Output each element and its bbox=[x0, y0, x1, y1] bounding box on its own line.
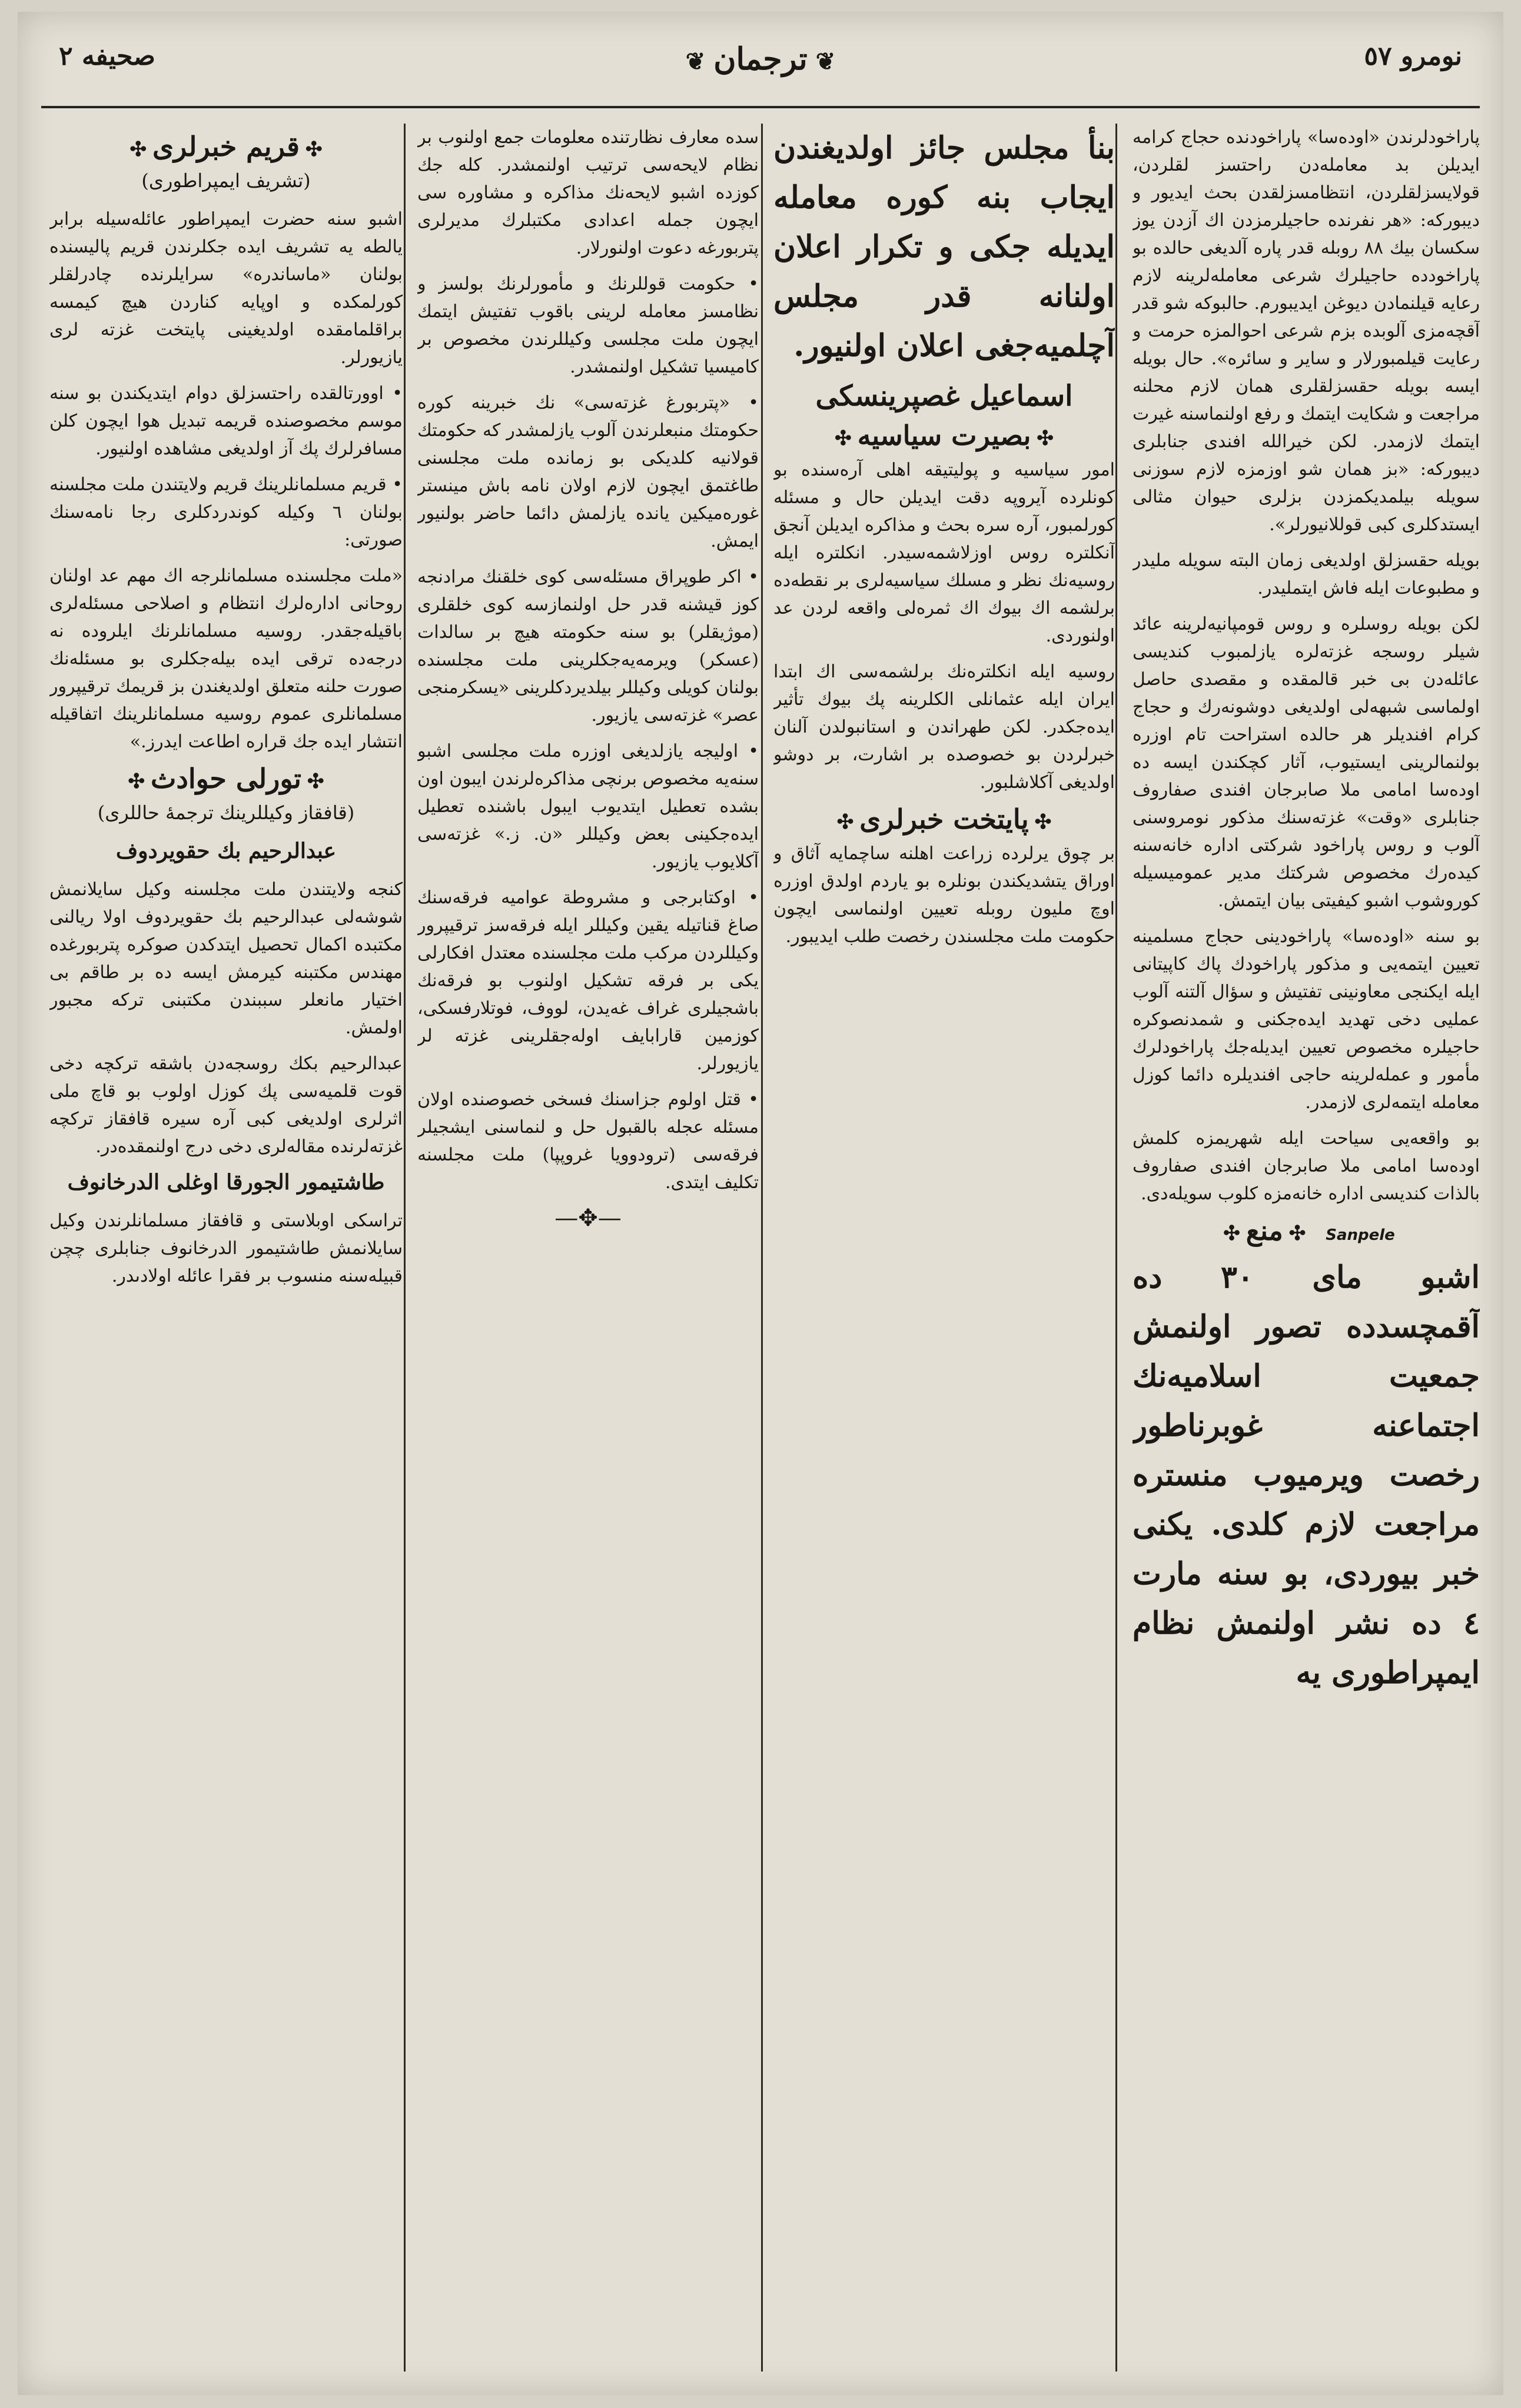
paragraph: • «پتربورغ غزته‌سى» نك خبرينه كوره حكومتك منبعلرندن آلوب يازلمشدر كه حكومتك قولانيه كلديكى بو زمانده ملت مجلسنى طاغتمق ايچون لازم اولان نامه باش مينستر غورەميكين يانده يازلمش دائما حاضر بولنيور ايمش. bbox=[417, 393, 759, 551]
paragraph: • قتل اولوم جزاسنك فسخى خصوصنده اولان مسئله عجله بالقبول حل و لنماسنى ايشجيلر فرقەسى (ترودوويا غروپپا) ملت مجلسنه تكليف ايتدى. bbox=[417, 1089, 759, 1193]
section-heading-capital-news bbox=[773, 803, 1115, 836]
paragraph: • اوورتالقده راحتسزلق دوام ايتديكندن بو سنه موسم مخصوصنده قريمه تبديل هوا ايچون كلن مسافرلرك پك آز اولديغى مشاهده اولنيور. bbox=[49, 383, 403, 459]
paragraph: بو سنه «اودەسا» پاراخودينى حجاج مسلمينه تعيين ايتمەيى و مذكور پاراخودك پاك كاپيتانى ايله ايكنجى معاونينى تفتيش و سؤال آلتنه آلوب عمليى دخى تهديد ايدەجكنى و شمدنصوكره حاجيلره مخصوص تعيين ايديلەجك پاراخودلرك مأمور و عملەلرينه حاجى افنديلره دائما كوزل معامله ايتمەلرى لازمدر. bbox=[1133, 926, 1480, 1113]
ornament-icon: ✣ bbox=[1034, 810, 1052, 834]
column-3 bbox=[417, 124, 759, 2372]
section-heading-crimea-news bbox=[49, 133, 403, 164]
paragraph: • قريم مسلمانلرينك قريم ولايتندن ملت مجلسنه بولنان ٦ وكيله كوندردكلرى رجا نامەسنك صورتى: bbox=[49, 474, 403, 550]
paragraph: كنجه ولايتندن ملت مجلسنه وكيل سايلانمش شوشەلى عبدالرحيم بك حقويردوف اولا ريالنى مكتبده اكمال تحصيل ايتدكدن صوكره پتربورغده مهندس مكتبنه كيرمش ايسه ده بر طاقم بى اختيار مانعلر سببندن مكتبنى تركه مجبور اولمش. bbox=[49, 879, 403, 1038]
opening-notice: بنأ مجلس جائز اولديغندن ايجاب بنه كوره معامله ايديله جكى و تكرار اعلان اولنانه قدر مجلس آچلميەجغى اعلان اولنيور. bbox=[773, 130, 1115, 364]
ornament-icon: ✣ bbox=[1037, 427, 1054, 450]
ornament-icon: ✣ bbox=[836, 810, 854, 834]
paragraph: سده معارف نظارتنده معلومات جمع اولنوب بر نظام لايحەسى ترتيب اولنمشدر. كله جك كوزده اشبو لايحەنك مذاكره و مشاوره سى ايچون جمله اعدادى مكتبلرك مديرلرى پتربورغه دعوت اولنورلار. bbox=[417, 127, 759, 258]
ornament-icon: ✣ bbox=[307, 770, 324, 793]
section-subtitle: (قافقاز وكيللرينك ترجمهٔ حاللرى) bbox=[97, 801, 355, 824]
ink-stamp: Sanpele bbox=[1326, 1226, 1395, 1244]
paragraph: روسيه ايله انكلترەنك برلشمەسى اك ابتدا ايران ايله عثمانلى الكلرينه پك بيوك تأثير ايدەجكدر. لكن طهراندن و استانبولدن آلنان خبرلردن بو خصوصده بر اشارت، بر دوشو اولديغى آكلاشلبور. bbox=[773, 661, 1115, 793]
paragraph: پاراخودلرندن «اودەسا» پاراخودنده حجاج كرامه ايديلن بد معاملەدن راحتسز لقلردن، قولايسزلقلردن، انتظامسزلقدن بحث ايديور و ديبوركه: «هر نفرنده حاجيلرمزدن اك آزدن يوز سكسان بيك ٨٨ روبله قدر پاره آلديغى حالده بو پاراخودده حاجيلرك شرعى معاملەلرينه لازم رعايه قيلنمادن ديوغن ايديبورم. حالبوكه شو قدر آقچەمزى آلوبده بزم شرعى احوالمزه حرمت و رعايت قيلمبورلار و ساير و سائره». حال بويله ايسه بويله حقسزلقلرى همان لازم محلنه مراجعت و شكايت ايتمك و رفع اولنماسنه غيرت ايتمك لازمدر. لكن خيرالله افندى جنابلرى ديبوركه: «بز همان شو اوزمزه لازم سوزنى سويله بيلمديكمزدن بزلرى حيوان مثالى ايستدكلرى كبى قوللانيورلر». bbox=[1133, 127, 1480, 535]
person-name: طاشتيمور الجورقا اوغلى الدرخانوف bbox=[67, 1170, 385, 1195]
paragraph: امور سياسيه و پوليتيقه اهلى آرەسنده بو كونلرده آيروپه دقت ايديلن حال و مسئله كورلمبور، آره سره بحث و مذاكره ايديلن آنجق آنكلتره روس اوزلاشمەسيدر. انكلتره ايله روسيەنك نظر و مسلك سياسيەلرى بر نقطەده برلشمه اك بيوك اك ثمره‌لى واقعه لردن عد اولنوردى. bbox=[773, 460, 1115, 646]
paragraph: اشبو سنه حضرت ايمپراطور عائلەسيله برابر يالطه يه تشريف ايده جكلرندن قريم پاليسنده بولنان «ماساندره» سرايلرنده چادرلقلر كورلمكده و اوپايه كناردن هيچ كيمسه براقلمامقده اولديغينى پايتخت غزته لرى يازيورلر. bbox=[49, 209, 403, 368]
ornament-icon: ✣ bbox=[305, 138, 323, 161]
column-4 bbox=[49, 124, 403, 2372]
column-2 bbox=[773, 124, 1115, 2372]
section-title-text: منع bbox=[1246, 1215, 1283, 1246]
paragraph: بو واقعەيى سياحت ايله شهريمزه كلمش اودەسا امامى ملا صابرجان افندى صفاروف بالذات كنديسى اداره خانەمزه كلوب سويلەدى. bbox=[1133, 1128, 1480, 1204]
announcement-text: اشبو ماى ٣٠ ده آقمچسدده تصور اولنمش جمعيت اسلاميەنك اجتماعنه غوبرناطور رخصت ويرميوب منسترە مراجعت لازم كلدى. يكنى خبر بيوردى، بو سنه مارت ٤ ده نشر اولنمش نظام ايمپراطورى يه bbox=[1133, 1259, 1480, 1691]
page-number: صحيفه ٢ bbox=[59, 41, 155, 71]
paragraph: بويله حقسزلق اولديغى زمان البته سويله مليدر و مطبوعات ايله فاش ايتمليدر. bbox=[1133, 550, 1480, 598]
person-name: عبدالرحيم بك حقويردوف bbox=[115, 839, 337, 863]
masthead bbox=[41, 29, 1480, 112]
author-signature: اسماعيل غصپرينسكى bbox=[815, 380, 1073, 413]
header-rule bbox=[41, 106, 1480, 108]
ornament-icon: ✣ bbox=[1288, 1222, 1306, 1245]
ornament-icon: ✣ bbox=[129, 138, 147, 161]
section-title-text: بصيرت سياسيه bbox=[857, 420, 1031, 451]
section-title-text: پايتخت خبرلرى bbox=[859, 803, 1029, 835]
paragraph: «ملت مجلسنده مسلمانلرجه اك مهم عد اولنان روحانى ادارەلرك انتظام و اصلاحى مسئلەلرى باقيلەجقدر. روسيه مسلمانلرنك ايلروده نه درجەده ترقى ايده بيلەجكلرى بو مسئلەنك صورت حلنه متعلق اولديغندن بز قريمك ترقيپرور مسلمانلرى عموم روسيه مسلمانلرينك اتفاقيله انتشار ايده جك قراره اطاعت ايدرز.» bbox=[49, 566, 403, 752]
newspaper-title bbox=[678, 41, 843, 77]
section-heading-politics bbox=[773, 422, 1115, 453]
section-title-text: قريم خبرلرى bbox=[152, 131, 300, 162]
paragraph: عبدالرحيم بكك روسجەدن باشقه تركچه دخى قوت قلميەسى پك كوزل اولوب بو قاچ ملى اثرلرى اولديغى كبى آره سيره قافقاز تركچه غزته‌لرنده مقالەلرى دخى درج اولنمقدەدر. bbox=[49, 1053, 403, 1157]
section-subtitle: (تشريف ايمپراطورى) bbox=[141, 169, 311, 192]
ornament-icon: ✣ bbox=[128, 770, 145, 793]
ornament-icon: ❦ bbox=[815, 48, 836, 75]
ornament-icon: ❦ bbox=[685, 48, 706, 75]
paragraph: • اوليجه يازلديغى اوزره ملت مجلسى اشبو سنەيه مخصوص برنچى مذاكرەلرندن ايبون اون بشده تعطيل ايتديوب ايبول باشنده تعطيل ايدەجكينى بعض وكيللر «ن. ز.» غزته‌سى آكلايوب يازيور. bbox=[417, 741, 759, 872]
newspaper-page bbox=[18, 12, 1503, 2395]
title-text: ترجمان bbox=[713, 41, 808, 77]
section-title-text: تورلى حوادث bbox=[151, 763, 301, 794]
columns bbox=[41, 124, 1480, 2372]
paragraph: لكن بويله روسلره و روس قومپانيەلرينه عائد شيلر روسجه غزته‌لره يازلمبوب كنديسى عائلەدن بى خبر قالمقده و مقصدى حاصل اولماسى شبهەلى اولديغى دوشونەرك و حجاج كرام افنديلر هر حالده استراحت تام اوزره بولنمالرينى ايستيوب، آثار كچكندن ايسه ده اودەسا امامى ملا صابرجان افندى صفاروف جنابلرى «وقت» غزته‌سنك مذكور نومروسنى آلوب و روس پاراخود شركتى اداره خانەسنه كيدەرك مخصوص شركتك مدير عموميسيله كوروشوب اشبو كيفيتى بيان ايتمش. bbox=[1133, 614, 1480, 911]
issue-number: نومرو ٥٧ bbox=[1364, 41, 1462, 71]
paragraph: • اكر طوپراق مسئلەسى كوى خلقنك مرادنجه كوز قيشنه قدر حل اولنمازسه كوى خلقلرى (موژيقلر) بو سنه حكومته هيچ بر سالدات (عسكر) ويرمەيەجكلرينى ملت مجلسنده بولنان كويلى وكيللر بيلديردكلرينى «يسكرمنجى عصر» غزته‌سى يازيور. bbox=[417, 567, 759, 726]
ornament-icon: ✣ bbox=[835, 427, 852, 450]
ornament-icon: ✣ bbox=[1223, 1222, 1240, 1245]
paragraph: تراسكى اوبلاستى و قافقاز مسلمانلرندن وكيل سايلانمش طاشتيمور الدرخانوف جنابلرى چچن قبيلەسنه منسوب بر فقرا عائلە اولادىدر. bbox=[49, 1210, 403, 1286]
section-heading-ban bbox=[1133, 1217, 1480, 1249]
ornament-icon: —✥— bbox=[554, 1205, 622, 1232]
paragraph: • حكومت قوللرنك و مأمورلرنك بولسز و نظامسز معامله لرينى باقوب تفتيش ايتمك ايچون ملت مجلسى وكيللرندن مخصوص بر كاميسيا تشكيل اولنمشدر. bbox=[417, 274, 759, 377]
column-1 bbox=[1133, 124, 1480, 2372]
paragraph: بر چوق يرلرده زراعت اهلنه ساچمايه آثاق و اوراق يتشديكندن بونلره بو ياردم اولدق اوزره اوچ مليون روبله تعيين اولنماسى ايچون حكومت ملت مجلسندن رخصت طلب ايديبور. bbox=[773, 843, 1115, 947]
paragraph: • اوكتابرجى و مشروطة عواميه فرقه‌سنك صاغ قناتيله يقين وكيللر ايله فرقه‌سز ترقيپرور وكيللردن مركب ملت مجلسنده معتدل افكارلى يكى بر فرقه تشكيل اولنوب بو فرقەنك باشجيلرى غراف غەيدن، لووف، فوتلارفسكى، كوزمين قارابايف اولەجقلرينى غزته لر يازيورلر. bbox=[417, 887, 759, 1074]
section-heading-various-news bbox=[49, 765, 403, 796]
